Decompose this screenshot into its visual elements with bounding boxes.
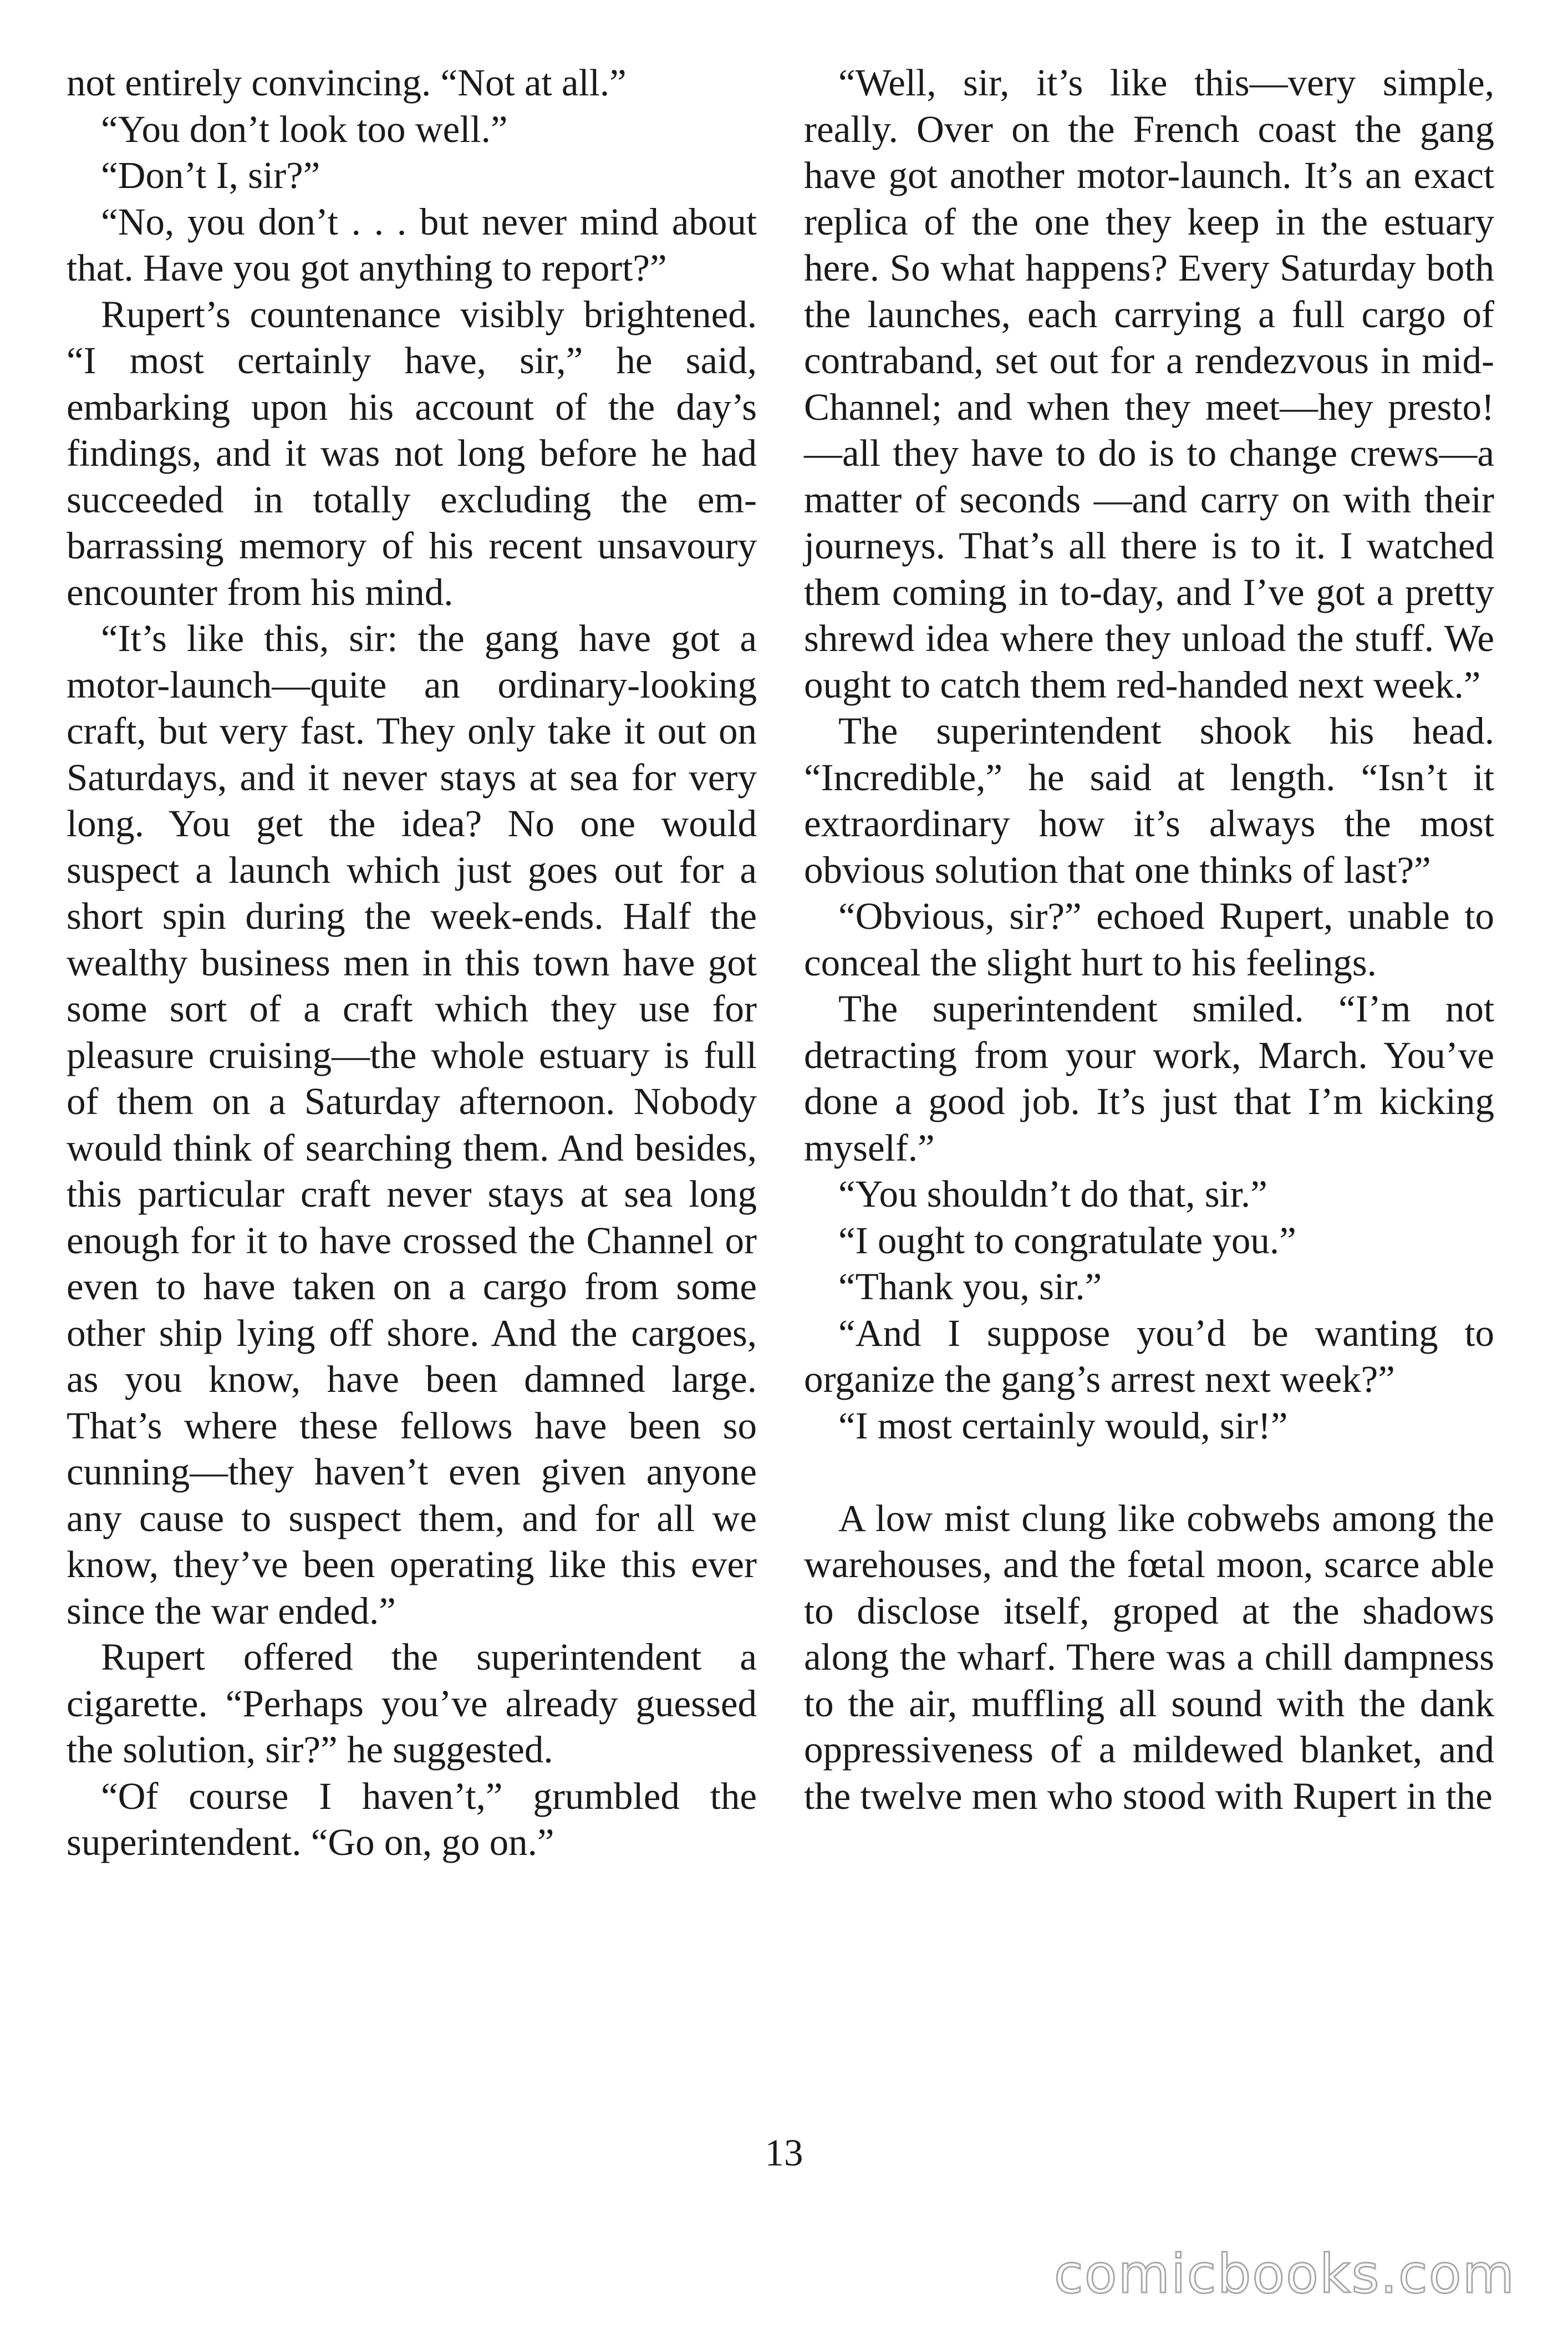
paragraph: “You shouldn’t do that, sir.”: [838, 1173, 1267, 1215]
paragraph: “Of course I haven’t,” grumbled the superintendent. “Go on, go on.”: [67, 1775, 757, 1863]
paragraph: “No, you don’t . . . but never mind about that. Have you got anything to report?”: [67, 200, 757, 289]
watermark-logo: comicbooks.com: [1053, 2243, 1515, 2305]
paragraph: “Well, sir, it’s like this—very simple, really. Over on the French coast the gang have got another motor-launch. It’s an exact replica of the one they keep in the estuary here. So what happens? Every Saturday both the launches, each carrying a full cargo of contraband, set out for a rendezvous in mid-Channel; and when they meet—hey presto!—all they have to do is to change crews—a matter of seconds —and carry on with their journeys. That’s all there is to it. I watched them coming in to-day, and I’ve got a pretty shrewd idea where they unload the stuff. We ought to catch them red-handed next week.”: [804, 62, 1494, 706]
paragraph: “I most certainly would, sir!”: [838, 1404, 1288, 1447]
paragraph: “Obvious, sir?” echoed Rupert, unable to conceal the slight hurt to his feelings.: [804, 895, 1494, 984]
paragraph: “You don’t look too well.”: [101, 108, 508, 150]
right-text-column: [804, 60, 1494, 1819]
paragraph: “It’s like this, sir: the gang have got a motor-launch—quite an ordinary-looking craft, but very fast. They only take it out on Saturdays, and it never stays at sea for very long. You get the idea? No one would suspect a launch which just goes out for a short spin during the week-ends. Half the wealthy business men in this town have got some sort of a craft which they use for pleasure cruising—the whole estuary is full of them on a Saturday afternoon. Nobody would think of searching them. And besides, this particular craft never stays at sea long enough for it to have crossed the Channel or even to have taken on a cargo from some other ship lying off shore. And the cargoes, as you know, have been damned large. That’s where these fellows have been so cunning—they haven’t even given anyone any cause to suspect them, and for all we know, they’ve been operating like this ever since the war ended.”: [67, 617, 757, 1632]
paragraph: The superintendent smiled. “I’m not detracting from your work, March. You’ve done a good job. It’s just that I’m kicking myself.”: [804, 988, 1494, 1169]
paragraph: not entirely convincing. “Not at all.”: [67, 62, 627, 104]
section-break-paragraph: A low mist clung like cobwebs among the warehouses, and the fœtal moon, scarce able to disclose itself, groped at the shadows along the wharf. There was a chill dampness to the air, muffling all sound with the dank oppressiveness of a mildewed blanket, and the twelve men who stood with Rupert in the: [804, 1497, 1494, 1817]
paragraph: Rupert’s countenance visibly brightened. “I most certainly have, sir,” he said, embarking upon his account of the day’s findings, and it was not long before he had succeeded in totally excluding the embarrassing memory of his recent unsavoury encounter from his mind.: [67, 293, 757, 613]
paragraph: “Thank you, sir.”: [838, 1265, 1102, 1308]
left-text-column: [67, 60, 757, 1866]
page-number: 13: [765, 2132, 803, 2174]
paragraph: “I ought to congratulate you.”: [838, 1219, 1296, 1262]
paragraph: Rupert offered the superintendent a cigarette. “Perhaps you’ve already guessed the solution, sir?” he suggested.: [67, 1636, 757, 1771]
paragraph: “Don’t I, sir?”: [101, 154, 320, 196]
paragraph: The superintendent shook his head. “Incredible,” he said at length. “Isn’t it extraordinary how it’s always the most obvious solution that one thinks of last?”: [804, 710, 1494, 891]
paragraph: “And I suppose you’d be wanting to organize the gang’s arrest next week?”: [804, 1311, 1494, 1400]
